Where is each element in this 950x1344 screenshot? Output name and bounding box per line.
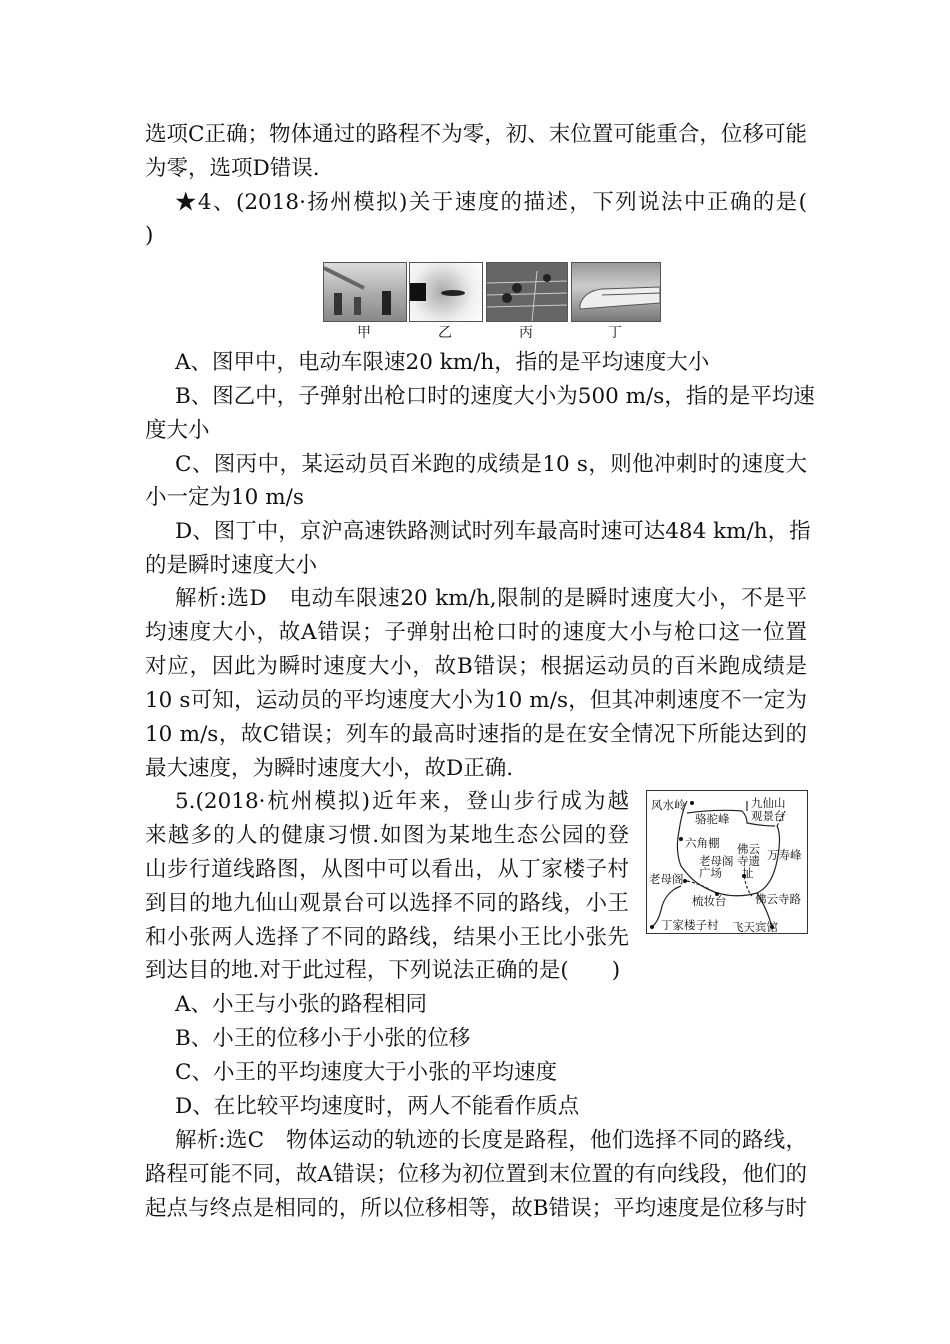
text-line: 选项C正确；物体通过的路程不为零，初、末位置可能重合，位移可能: [145, 122, 807, 147]
option-c: C、图丙中，某运动员百米跑的成绩是10 s，则他冲刺时的速度大: [175, 452, 807, 477]
map-label: 万寿峰: [767, 848, 802, 862]
map-label: 九仙山: [751, 796, 786, 810]
option-b: B、小王的位移小于小张的位移: [175, 1026, 471, 1051]
figure-yi-image: [409, 262, 483, 322]
map-label: 老母阁: [699, 854, 734, 868]
option-d: D、图丁中，京沪高速铁路测试时列车最高时速可达484 km/h，指: [175, 519, 811, 544]
analysis-5: 解析:选C 物体运动的轨迹的长度是路程，他们选择不同的路线，: [175, 1128, 807, 1153]
text-line: 小一定为10 m/s: [145, 485, 304, 510]
text-line: 的是瞬时速度大小: [145, 553, 318, 578]
map-label: 丁家楼子村: [661, 918, 719, 932]
question-5-title: 5.(2018·杭州模拟)近年来，登山步行成为越: [175, 789, 629, 814]
text-line: 和小张两人选择了不同的路线，结果小王比小张先: [145, 925, 629, 950]
caption-bing: 丙: [519, 325, 533, 341]
figure-jia-image: [323, 262, 407, 322]
text-line: 最大速度，为瞬时速度大小，故D正确.: [145, 756, 514, 781]
map-label: 寺遗: [737, 854, 760, 868]
option-a: A、小王与小张的路程相同: [175, 992, 428, 1017]
map-label: 佛云寺路: [755, 892, 801, 906]
map-label: 广场: [699, 866, 722, 880]
text-line: ): [145, 223, 154, 248]
text-line: 到目的地九仙山观景台可以选择不同的路线，小王: [145, 891, 629, 916]
text-line: 度大小: [145, 418, 210, 443]
map-label: 梳妆台: [692, 894, 727, 908]
map-label: 六角棚: [685, 836, 720, 850]
analysis-4: 解析:选D 电动车限速20 km/h,限制的是瞬时速度大小，不是平: [175, 586, 807, 611]
figure-bing-image: [486, 262, 568, 322]
text-line: 来越多的人的健康习惯.如图为某地生态公园的登: [145, 823, 629, 848]
option-d: D、在比较平均速度时，两人不能看作质点: [175, 1094, 580, 1119]
caption-yi: 乙: [438, 325, 452, 341]
text-line: 10 s可知，运动员的平均速度大小为10 m/s，但其冲刺速度不一定为: [145, 688, 807, 713]
map-label: 佛云: [737, 842, 760, 856]
map-label: 飞天宾馆: [732, 920, 778, 934]
option-c: C、小王的平均速度大于小张的平均速度: [175, 1060, 557, 1085]
question-4-title: ★4、(2018·扬州模拟)关于速度的描述，下列说法中正确的是(: [175, 190, 807, 215]
map-label: 风水岭: [651, 798, 686, 812]
map-label: 址: [742, 866, 754, 880]
text-line: 均速度大小，故A错误；子弹射出枪口时的速度大小与枪口这一位置: [145, 620, 807, 645]
map-label: 老母阁: [649, 872, 684, 886]
map-label: 观景台: [751, 809, 786, 823]
map-label: 骆驼峰: [695, 812, 730, 826]
text-line: 山步行道线路图，从图中可以看出，从丁家楼子村: [145, 857, 629, 882]
text-line: 起点与终点是相同的，所以位移相等，故B错误；平均速度是位移与时: [145, 1196, 807, 1221]
hiking-route-map: [646, 790, 808, 934]
text-line: 到达目的地.对于此过程，下列说法正确的是( ): [145, 958, 621, 983]
option-b: B、图乙中，子弹射出枪口时的速度大小为500 m/s，指的是平均速: [175, 384, 815, 409]
figure-ding-image: [571, 262, 661, 322]
text-line: 路程可能不同，故A错误；位移为初位置到末位置的有向线段，他们的: [145, 1162, 807, 1187]
text-line: 为零，选项D错误.: [145, 156, 320, 181]
text-line: 对应，因此为瞬时速度大小，故B错误；根据运动员的百米跑成绩是: [145, 654, 807, 679]
caption-jia: 甲: [357, 325, 371, 341]
caption-ding: 丁: [608, 325, 622, 341]
text-line: 10 m/s，故C错误；列车的最高时速指的是在安全情况下所能达到的: [145, 722, 807, 747]
option-a: A、图甲中，电动车限速20 km/h，指的是平均速度大小: [175, 350, 710, 375]
